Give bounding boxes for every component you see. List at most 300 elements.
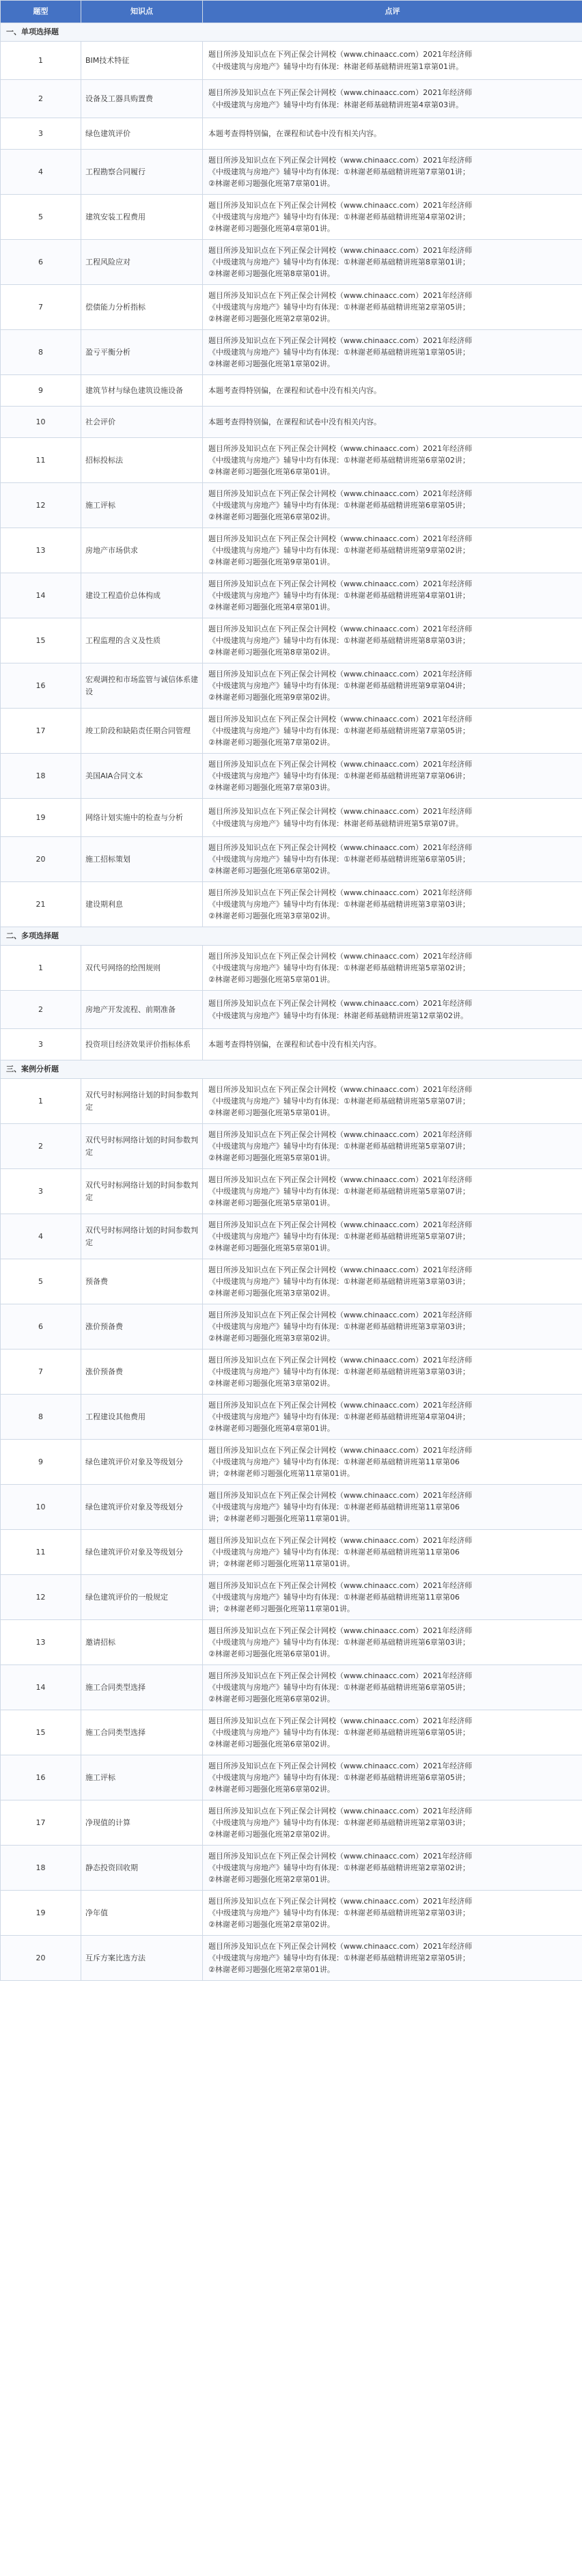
comment-line: 本题考查得特别偏，在课程和试卷中没有相关内容。 bbox=[208, 417, 381, 426]
comment-cell bbox=[203, 882, 582, 927]
comment-line: 题目所涉及知识点在下列正保会计网校（www.chinaacc.com）2021年经济师 bbox=[208, 443, 473, 453]
row-number: 7 bbox=[1, 285, 81, 330]
knowledge-point: 涨价预备费 bbox=[81, 1304, 203, 1349]
comment-cell bbox=[203, 946, 582, 991]
table-row bbox=[1, 1891, 582, 1936]
comment-line: ②林谢老师习题强化班第2章第02讲。 bbox=[208, 1830, 335, 1839]
comment-line: 讲；②林谢老师习题强化班第11章第01讲。 bbox=[208, 1469, 355, 1479]
comment-line: 《中级建筑与房地产》辅导中均有体现：①林谢老师基础精讲班第3章第03讲； bbox=[208, 899, 470, 909]
table-row bbox=[1, 1665, 582, 1710]
comment-line: 《中级建筑与房地产》辅导中均有体现：①林谢老师基础精讲班第8章第03讲； bbox=[208, 635, 470, 645]
comment-line: 《中级建筑与房地产》辅导中均有体现：①林谢老师基础精讲班第11章第06 bbox=[208, 1547, 460, 1557]
comment-line: 《中级建筑与房地产》辅导中均有体现：①林谢老师基础精讲班第5章第07讲； bbox=[208, 1141, 470, 1151]
comment-cell bbox=[203, 1800, 582, 1846]
section-row bbox=[1, 927, 582, 946]
comment-line: 本题考查得特别偏，在课程和试卷中没有相关内容。 bbox=[208, 1039, 381, 1049]
comment-line: ②林谢老师习题强化班第3章第02讲。 bbox=[208, 1334, 335, 1343]
knowledge-point: 建设工程造价总体构成 bbox=[81, 573, 203, 618]
table-row bbox=[1, 42, 582, 80]
row-number: 17 bbox=[1, 709, 81, 754]
comment-cell bbox=[203, 42, 582, 80]
comment-line: ②林谢老师习题强化班第5章第01讲。 bbox=[208, 975, 335, 985]
comment-line: 题目所涉及知识点在下列正保会计网校（www.chinaacc.com）2021年经济师 bbox=[208, 1761, 473, 1770]
comment-line: ②林谢老师习题强化班第2章第01讲。 bbox=[208, 1875, 335, 1885]
comment-cell bbox=[203, 618, 582, 663]
table-row bbox=[1, 1936, 582, 1981]
comment-line: ②林谢老师习题强化班第2章第01讲。 bbox=[208, 1965, 335, 1975]
comment-line: 《中级建筑与房地产》辅导中均有体现：①林谢老师基础精讲班第3章第03讲； bbox=[208, 1367, 470, 1376]
comment-cell bbox=[203, 240, 582, 285]
table-row bbox=[1, 709, 582, 754]
comment-line: 题目所涉及知识点在下列正保会计网校（www.chinaacc.com）2021年经济师 bbox=[208, 245, 473, 255]
comment-cell bbox=[203, 80, 582, 118]
table-row bbox=[1, 528, 582, 573]
comment-line: 《中级建筑与房地产》辅导中均有体现：①林谢老师基础精讲班第9章第02讲； bbox=[208, 545, 470, 555]
comment-cell bbox=[203, 1710, 582, 1755]
row-number: 12 bbox=[1, 1575, 81, 1620]
comment-line: 题目所涉及知识点在下列正保会计网校（www.chinaacc.com）2021年经济师 bbox=[208, 1580, 473, 1590]
comment-cell bbox=[203, 991, 582, 1029]
row-number: 15 bbox=[1, 1710, 81, 1755]
comment-line: 《中级建筑与房地产》辅导中均有体现：①林谢老师基础精讲班第5章第02讲； bbox=[208, 963, 470, 972]
comment-line: 《中级建筑与房地产》辅导中均有体现：①林谢老师基础精讲班第11章第06 bbox=[208, 1502, 460, 1511]
knowledge-point: 净现值的计算 bbox=[81, 1800, 203, 1846]
comment-line: ②林谢老师习题强化班第9章第02讲。 bbox=[208, 693, 335, 702]
row-number: 4 bbox=[1, 1214, 81, 1259]
row-number: 2 bbox=[1, 1124, 81, 1169]
comment-line: 《中级建筑与房地产》辅导中均有体现：①林谢老师基础精讲班第4章第01讲； bbox=[208, 590, 470, 600]
comment-cell bbox=[203, 837, 582, 882]
table-row bbox=[1, 195, 582, 240]
comment-cell bbox=[203, 1349, 582, 1395]
comment-line: ②林谢老师习题强化班第6章第01讲。 bbox=[208, 1649, 335, 1659]
table-row bbox=[1, 1485, 582, 1530]
row-number: 13 bbox=[1, 1620, 81, 1665]
comment-line: ②林谢老师习题强化班第6章第02讲。 bbox=[208, 1740, 335, 1749]
header-knowledge-point: 知识点 bbox=[81, 1, 203, 23]
comment-line: ②林谢老师习题强化班第1章第02讲。 bbox=[208, 359, 335, 369]
knowledge-point: 双代号时标网络计划的时间参数判定 bbox=[81, 1169, 203, 1214]
comment-line: 题目所涉及知识点在下列正保会计网校（www.chinaacc.com）2021年经济师 bbox=[208, 50, 473, 59]
comment-line: 题目所涉及知识点在下列正保会计网校（www.chinaacc.com）2021年经济师 bbox=[208, 1851, 473, 1861]
knowledge-point: 招标投标法 bbox=[81, 438, 203, 483]
knowledge-point: 施工合同类型选择 bbox=[81, 1665, 203, 1710]
comment-line: 《中级建筑与房地产》辅导中均有体现：①林谢老师基础精讲班第7章第01讲； bbox=[208, 167, 470, 176]
comment-cell bbox=[203, 1395, 582, 1440]
row-number: 6 bbox=[1, 240, 81, 285]
comment-cell bbox=[203, 1665, 582, 1710]
table-row bbox=[1, 1124, 582, 1169]
table-row bbox=[1, 1846, 582, 1891]
header-comment: 点评 bbox=[203, 1, 582, 23]
comment-line: 《中级建筑与房地产》辅导中均有体现：①林谢老师基础精讲班第2章第05讲； bbox=[208, 1953, 470, 1962]
comment-line: ②林谢老师习题强化班第3章第02讲。 bbox=[208, 1289, 335, 1298]
comment-line: 题目所涉及知识点在下列正保会计网校（www.chinaacc.com）2021年经济师 bbox=[208, 842, 473, 852]
header-type: 题型 bbox=[1, 1, 81, 23]
comment-line: 题目所涉及知识点在下列正保会计网校（www.chinaacc.com）2021年经济师 bbox=[208, 200, 473, 210]
comment-line: 题目所涉及知识点在下列正保会计网校（www.chinaacc.com）2021年经济师 bbox=[208, 1175, 473, 1184]
table-row bbox=[1, 150, 582, 195]
table-row bbox=[1, 754, 582, 799]
comment-line: 《中级建筑与房地产》辅导中均有体现：林谢老师基础精讲班第12章第02讲。 bbox=[208, 1011, 468, 1020]
comment-cell bbox=[203, 663, 582, 709]
comment-cell bbox=[203, 118, 582, 150]
knowledge-point: 宏观调控和市场监管与诚信体系建设 bbox=[81, 663, 203, 709]
comment-line: 《中级建筑与房地产》辅导中均有体现：①林谢老师基础精讲班第4章第02讲； bbox=[208, 212, 470, 221]
comment-line: 《中级建筑与房地产》辅导中均有体现：林谢老师基础精讲班第1章第01讲。 bbox=[208, 61, 463, 71]
comment-line: 《中级建筑与房地产》辅导中均有体现：①林谢老师基础精讲班第6章第05讲； bbox=[208, 500, 470, 510]
table-row bbox=[1, 1440, 582, 1485]
comment-line: ②林谢老师习题强化班第6章第02讲。 bbox=[208, 1695, 335, 1704]
table-row bbox=[1, 837, 582, 882]
table-row bbox=[1, 663, 582, 709]
comment-line: 题目所涉及知识点在下列正保会计网校（www.chinaacc.com）2021年经济师 bbox=[208, 1129, 473, 1139]
table-row bbox=[1, 1575, 582, 1620]
comment-line: ②林谢老师习题强化班第4章第01讲。 bbox=[208, 603, 335, 612]
comment-line: 《中级建筑与房地产》辅导中均有体现：①林谢老师基础精讲班第3章第03讲； bbox=[208, 1276, 470, 1286]
comment-line: 题目所涉及知识点在下列正保会计网校（www.chinaacc.com）2021年经济师 bbox=[208, 951, 473, 961]
comment-cell bbox=[203, 1891, 582, 1936]
comment-line: 题目所涉及知识点在下列正保会计网校（www.chinaacc.com）2021年经济师 bbox=[208, 88, 473, 98]
comment-line: 《中级建筑与房地产》辅导中均有体现：①林谢老师基础精讲班第6章第05讲； bbox=[208, 1772, 470, 1782]
row-number: 8 bbox=[1, 1395, 81, 1440]
section-row bbox=[1, 23, 582, 42]
comment-line: ②林谢老师习题强化班第6章第02讲。 bbox=[208, 1785, 335, 1794]
comment-line: 讲；②林谢老师习题强化班第11章第01讲。 bbox=[208, 1559, 355, 1569]
row-number: 4 bbox=[1, 150, 81, 195]
comment-line: 题目所涉及知识点在下列正保会计网校（www.chinaacc.com）2021年经济师 bbox=[208, 155, 473, 165]
row-number: 15 bbox=[1, 618, 81, 663]
table-row bbox=[1, 1395, 582, 1440]
comment-cell bbox=[203, 573, 582, 618]
comment-line: 题目所涉及知识点在下列正保会计网校（www.chinaacc.com）2021年经济师 bbox=[208, 290, 473, 300]
row-number: 2 bbox=[1, 991, 81, 1029]
section-row bbox=[1, 1060, 582, 1079]
knowledge-point: 建筑节材与绿色建筑设施设备 bbox=[81, 375, 203, 407]
row-number: 8 bbox=[1, 330, 81, 375]
comment-cell bbox=[203, 709, 582, 754]
knowledge-point: 涨价预备费 bbox=[81, 1349, 203, 1395]
row-number: 17 bbox=[1, 1800, 81, 1846]
row-number: 14 bbox=[1, 1665, 81, 1710]
comment-line: 《中级建筑与房地产》辅导中均有体现：①林谢老师基础精讲班第2章第05讲； bbox=[208, 302, 470, 312]
row-number: 10 bbox=[1, 1485, 81, 1530]
comment-cell bbox=[203, 330, 582, 375]
row-number: 3 bbox=[1, 118, 81, 150]
table-header-row bbox=[1, 1, 582, 23]
row-number: 21 bbox=[1, 882, 81, 927]
comment-line: 《中级建筑与房地产》辅导中均有体现：①林谢老师基础精讲班第3章第03讲； bbox=[208, 1321, 470, 1331]
row-number: 11 bbox=[1, 438, 81, 483]
row-number: 5 bbox=[1, 1259, 81, 1304]
comment-line: 题目所涉及知识点在下列正保会计网校（www.chinaacc.com）2021年经济师 bbox=[208, 1941, 473, 1951]
comment-line: ②林谢老师习题强化班第4章第01讲。 bbox=[208, 224, 335, 234]
knowledge-point: 美国AIA合同文本 bbox=[81, 754, 203, 799]
comment-line: ②林谢老师习题强化班第4章第01讲。 bbox=[208, 1424, 335, 1434]
comment-line: 《中级建筑与房地产》辅导中均有体现：①林谢老师基础精讲班第11章第06 bbox=[208, 1457, 460, 1466]
knowledge-point: 房地产市场供求 bbox=[81, 528, 203, 573]
comment-line: 《中级建筑与房地产》辅导中均有体现：①林谢老师基础精讲班第5章第07讲； bbox=[208, 1186, 470, 1196]
comment-line: 《中级建筑与房地产》辅导中均有体现：①林谢老师基础精讲班第6章第05讲； bbox=[208, 1727, 470, 1737]
knowledge-point: 绿色建筑评价 bbox=[81, 118, 203, 150]
comment-cell bbox=[203, 1530, 582, 1575]
table-row bbox=[1, 375, 582, 407]
comment-line: 《中级建筑与房地产》辅导中均有体现：林谢老师基础精讲班第5章第07讲。 bbox=[208, 819, 463, 828]
comment-line: 题目所涉及知识点在下列正保会计网校（www.chinaacc.com）2021年经济师 bbox=[208, 335, 473, 345]
comment-line: 题目所涉及知识点在下列正保会计网校（www.chinaacc.com）2021年经济师 bbox=[208, 1084, 473, 1094]
comment-line: 题目所涉及知识点在下列正保会计网校（www.chinaacc.com）2021年经济师 bbox=[208, 1671, 473, 1680]
knowledge-point: 建设期利息 bbox=[81, 882, 203, 927]
comment-line: ②林谢老师习题强化班第5章第01讲。 bbox=[208, 1244, 335, 1253]
table-row bbox=[1, 1710, 582, 1755]
comment-line: ②林谢老师习题强化班第5章第01讲。 bbox=[208, 1198, 335, 1208]
knowledge-point: 绿色建筑评价对象及等级划分 bbox=[81, 1530, 203, 1575]
knowledge-point: 双代号时标网络计划的时间参数判定 bbox=[81, 1124, 203, 1169]
row-number: 1 bbox=[1, 42, 81, 80]
row-number: 2 bbox=[1, 80, 81, 118]
comment-line: 本题考查得特别偏，在课程和试卷中没有相关内容。 bbox=[208, 128, 381, 138]
comment-cell bbox=[203, 1575, 582, 1620]
table-row bbox=[1, 240, 582, 285]
comment-cell bbox=[203, 1304, 582, 1349]
comment-cell bbox=[203, 1169, 582, 1214]
knowledge-point: 设备及工器具购置费 bbox=[81, 80, 203, 118]
knowledge-point: 工程勘察合同履行 bbox=[81, 150, 203, 195]
comment-line: 题目所涉及知识点在下列正保会计网校（www.chinaacc.com）2021年经济师 bbox=[208, 669, 473, 679]
comment-line: ②林谢老师习题强化班第5章第01讲。 bbox=[208, 1153, 335, 1163]
table-row bbox=[1, 407, 582, 438]
comment-line: ②林谢老师习题强化班第9章第01讲。 bbox=[208, 558, 335, 567]
knowledge-point: 施工招标策划 bbox=[81, 837, 203, 882]
table-row bbox=[1, 882, 582, 927]
knowledge-point: BIM技术特征 bbox=[81, 42, 203, 80]
comment-line: 《中级建筑与房地产》辅导中均有体现：①林谢老师基础精讲班第7章第05讲； bbox=[208, 726, 470, 735]
comment-line: ②林谢老师习题强化班第3章第02讲。 bbox=[208, 1379, 335, 1388]
comment-line: 题目所涉及知识点在下列正保会计网校（www.chinaacc.com）2021年经济师 bbox=[208, 489, 473, 498]
knowledge-point: 邀请招标 bbox=[81, 1620, 203, 1665]
comment-line: 题目所涉及知识点在下列正保会计网校（www.chinaacc.com）2021年经济师 bbox=[208, 1355, 473, 1365]
table-row bbox=[1, 1755, 582, 1800]
comment-cell bbox=[203, 1214, 582, 1259]
knowledge-point: 施工合同类型选择 bbox=[81, 1710, 203, 1755]
knowledge-point: 建筑安装工程费用 bbox=[81, 195, 203, 240]
comment-line: 《中级建筑与房地产》辅导中均有体现：①林谢老师基础精讲班第6章第02讲； bbox=[208, 455, 470, 465]
row-number: 18 bbox=[1, 754, 81, 799]
knowledge-point: 社会评价 bbox=[81, 407, 203, 438]
comment-line: 《中级建筑与房地产》辅导中均有体现：①林谢老师基础精讲班第6章第05讲； bbox=[208, 854, 470, 864]
comment-line: 《中级建筑与房地产》辅导中均有体现：①林谢老师基础精讲班第2章第02讲； bbox=[208, 1863, 470, 1872]
table-row bbox=[1, 330, 582, 375]
row-number: 1 bbox=[1, 1079, 81, 1124]
row-number: 6 bbox=[1, 1304, 81, 1349]
comment-cell bbox=[203, 483, 582, 528]
comment-cell bbox=[203, 1440, 582, 1485]
comment-cell bbox=[203, 438, 582, 483]
comment-cell bbox=[203, 799, 582, 837]
row-number: 20 bbox=[1, 837, 81, 882]
comment-line: ②林谢老师习题强化班第6章第01讲。 bbox=[208, 467, 335, 477]
comment-line: 题目所涉及知识点在下列正保会计网校（www.chinaacc.com）2021年经济师 bbox=[208, 1220, 473, 1229]
comment-cell bbox=[203, 150, 582, 195]
comment-line: ②林谢老师习题强化班第8章第01讲。 bbox=[208, 269, 335, 279]
table-row bbox=[1, 1259, 582, 1304]
table-row bbox=[1, 80, 582, 118]
table-row bbox=[1, 618, 582, 663]
comment-line: ②林谢老师习题强化班第2章第02讲。 bbox=[208, 314, 335, 324]
section-title: 三、案例分析题 bbox=[1, 1060, 582, 1079]
comment-line: 题目所涉及知识点在下列正保会计网校（www.chinaacc.com）2021年经济师 bbox=[208, 579, 473, 588]
table-row bbox=[1, 1530, 582, 1575]
row-number: 13 bbox=[1, 528, 81, 573]
comment-line: 《中级建筑与房地产》辅导中均有体现：①林谢老师基础精讲班第6章第05讲； bbox=[208, 1682, 470, 1692]
row-number: 19 bbox=[1, 1891, 81, 1936]
comment-line: ②林谢老师习题强化班第7章第03讲。 bbox=[208, 783, 335, 793]
comment-line: 题目所涉及知识点在下列正保会计网校（www.chinaacc.com）2021年经济师 bbox=[208, 714, 473, 724]
row-number: 9 bbox=[1, 375, 81, 407]
row-number: 7 bbox=[1, 1349, 81, 1395]
comment-line: 题目所涉及知识点在下列正保会计网校（www.chinaacc.com）2021年经济师 bbox=[208, 759, 473, 769]
comment-cell bbox=[203, 1079, 582, 1124]
comment-line: 讲；②林谢老师习题强化班第11章第01讲。 bbox=[208, 1514, 355, 1524]
knowledge-point: 施工评标 bbox=[81, 483, 203, 528]
comment-line: 题目所涉及知识点在下列正保会计网校（www.chinaacc.com）2021年经济师 bbox=[208, 1265, 473, 1274]
comment-line: 《中级建筑与房地产》辅导中均有体现：①林谢老师基础精讲班第7章第06讲； bbox=[208, 771, 470, 780]
table-row bbox=[1, 483, 582, 528]
knowledge-point: 工程风险应对 bbox=[81, 240, 203, 285]
comment-line: 《中级建筑与房地产》辅导中均有体现：①林谢老师基础精讲班第4章第04讲； bbox=[208, 1412, 470, 1421]
row-number: 19 bbox=[1, 799, 81, 837]
knowledge-point: 预备费 bbox=[81, 1259, 203, 1304]
comment-line: ②林谢老师习题强化班第3章第02讲。 bbox=[208, 912, 335, 921]
table-body bbox=[1, 23, 582, 1981]
comment-line: 《中级建筑与房地产》辅导中均有体现：①林谢老师基础精讲班第11章第06 bbox=[208, 1592, 460, 1602]
comment-line: 题目所涉及知识点在下列正保会计网校（www.chinaacc.com）2021年经济师 bbox=[208, 624, 473, 633]
comment-line: 题目所涉及知识点在下列正保会计网校（www.chinaacc.com）2021年经济师 bbox=[208, 1535, 473, 1545]
comment-line: 《中级建筑与房地产》辅导中均有体现：①林谢老师基础精讲班第5章第07讲； bbox=[208, 1231, 470, 1241]
table-row bbox=[1, 438, 582, 483]
comment-cell bbox=[203, 1124, 582, 1169]
table-row bbox=[1, 1214, 582, 1259]
table-row bbox=[1, 799, 582, 837]
table-row bbox=[1, 285, 582, 330]
comment-line: ②林谢老师习题强化班第6章第02讲。 bbox=[208, 512, 335, 522]
row-number: 9 bbox=[1, 1440, 81, 1485]
comment-line: ②林谢老师习题强化班第6章第02讲。 bbox=[208, 866, 335, 876]
knowledge-point: 施工评标 bbox=[81, 1755, 203, 1800]
comment-line: 题目所涉及知识点在下列正保会计网校（www.chinaacc.com）2021年经济师 bbox=[208, 807, 473, 817]
comment-line: 《中级建筑与房地产》辅导中均有体现：①林谢老师基础精讲班第2章第03讲； bbox=[208, 1818, 470, 1827]
comment-line: 《中级建筑与房地产》辅导中均有体现：①林谢老师基础精讲班第5章第07讲； bbox=[208, 1096, 470, 1106]
comment-line: ②林谢老师习题强化班第2章第02讲。 bbox=[208, 1920, 335, 1930]
comment-line: 《中级建筑与房地产》辅导中均有体现：林谢老师基础精讲班第4章第03讲。 bbox=[208, 100, 463, 109]
row-number: 20 bbox=[1, 1936, 81, 1981]
row-number: 3 bbox=[1, 1169, 81, 1214]
comment-line: 题目所涉及知识点在下列正保会计网校（www.chinaacc.com）2021年经济师 bbox=[208, 1400, 473, 1410]
row-number: 12 bbox=[1, 483, 81, 528]
knowledge-point: 盈亏平衡分析 bbox=[81, 330, 203, 375]
table-row bbox=[1, 1304, 582, 1349]
comment-cell bbox=[203, 1029, 582, 1060]
comment-cell bbox=[203, 754, 582, 799]
comment-line: 题目所涉及知识点在下列正保会计网校（www.chinaacc.com）2021年经济师 bbox=[208, 1806, 473, 1815]
comment-line: 讲；②林谢老师习题强化班第11章第01讲。 bbox=[208, 1604, 355, 1614]
comment-line: 本题考查得特别偏，在课程和试卷中没有相关内容。 bbox=[208, 385, 381, 395]
comment-line: ②林谢老师习题强化班第7章第01讲。 bbox=[208, 179, 335, 189]
comment-line: 题目所涉及知识点在下列正保会计网校（www.chinaacc.com）2021年经济师 bbox=[208, 888, 473, 897]
row-number: 11 bbox=[1, 1530, 81, 1575]
comment-cell bbox=[203, 195, 582, 240]
comment-cell bbox=[203, 1620, 582, 1665]
comment-line: 《中级建筑与房地产》辅导中均有体现：①林谢老师基础精讲班第9章第04讲； bbox=[208, 681, 470, 690]
comment-line: 《中级建筑与房地产》辅导中均有体现：①林谢老师基础精讲班第2章第03讲； bbox=[208, 1908, 470, 1917]
row-number: 3 bbox=[1, 1029, 81, 1060]
table-row bbox=[1, 1620, 582, 1665]
row-number: 16 bbox=[1, 1755, 81, 1800]
comment-line: 题目所涉及知识点在下列正保会计网校（www.chinaacc.com）2021年经济师 bbox=[208, 1626, 473, 1635]
table-row bbox=[1, 1800, 582, 1846]
table-row bbox=[1, 1029, 582, 1060]
row-number: 1 bbox=[1, 946, 81, 991]
comment-cell bbox=[203, 1846, 582, 1891]
comment-cell bbox=[203, 1936, 582, 1981]
knowledge-point: 双代号时标网络计划的时间参数判定 bbox=[81, 1214, 203, 1259]
comment-line: 题目所涉及知识点在下列正保会计网校（www.chinaacc.com）2021年经济师 bbox=[208, 1490, 473, 1500]
comment-line: ②林谢老师习题强化班第5章第01讲。 bbox=[208, 1108, 335, 1118]
knowledge-point: 双代号网络的绘图规则 bbox=[81, 946, 203, 991]
row-number: 14 bbox=[1, 573, 81, 618]
knowledge-point: 静态投资回收期 bbox=[81, 1846, 203, 1891]
row-number: 10 bbox=[1, 407, 81, 438]
knowledge-point: 工程监理的含义及性质 bbox=[81, 618, 203, 663]
knowledge-point: 竣工阶段和缺陷责任期合同管理 bbox=[81, 709, 203, 754]
knowledge-point: 互斥方案比选方法 bbox=[81, 1936, 203, 1981]
comment-line: 《中级建筑与房地产》辅导中均有体现：①林谢老师基础精讲班第8章第01讲； bbox=[208, 257, 470, 266]
table-row bbox=[1, 573, 582, 618]
comment-cell bbox=[203, 1755, 582, 1800]
comment-line: 题目所涉及知识点在下列正保会计网校（www.chinaacc.com）2021年经济师 bbox=[208, 1310, 473, 1319]
comment-cell bbox=[203, 375, 582, 407]
comment-line: 《中级建筑与房地产》辅导中均有体现：①林谢老师基础精讲班第1章第05讲； bbox=[208, 347, 470, 357]
comment-cell bbox=[203, 407, 582, 438]
knowledge-point: 投资项目经济效果评价指标体系 bbox=[81, 1029, 203, 1060]
knowledge-point: 房地产开发流程、前期准备 bbox=[81, 991, 203, 1029]
comment-line: 题目所涉及知识点在下列正保会计网校（www.chinaacc.com）2021年经济师 bbox=[208, 1896, 473, 1906]
knowledge-point: 净年值 bbox=[81, 1891, 203, 1936]
section-title: 二、多项选择题 bbox=[1, 927, 582, 946]
table-row bbox=[1, 991, 582, 1029]
knowledge-point: 偿债能力分析指标 bbox=[81, 285, 203, 330]
comment-line: ②林谢老师习题强化班第8章第02讲。 bbox=[208, 648, 335, 657]
comment-cell bbox=[203, 1485, 582, 1530]
comment-line: 题目所涉及知识点在下列正保会计网校（www.chinaacc.com）2021年经济师 bbox=[208, 534, 473, 543]
row-number: 16 bbox=[1, 663, 81, 709]
table-row bbox=[1, 1349, 582, 1395]
comment-line: 题目所涉及知识点在下列正保会计网校（www.chinaacc.com）2021年经济师 bbox=[208, 1716, 473, 1725]
table-row bbox=[1, 946, 582, 991]
comment-line: 题目所涉及知识点在下列正保会计网校（www.chinaacc.com）2021年经济师 bbox=[208, 999, 473, 1009]
comment-cell bbox=[203, 528, 582, 573]
knowledge-point: 网络计划实施中的检查与分析 bbox=[81, 799, 203, 837]
knowledge-point: 双代号时标网络计划的时间参数判定 bbox=[81, 1079, 203, 1124]
table-row bbox=[1, 1079, 582, 1124]
knowledge-point: 绿色建筑评价对象及等级划分 bbox=[81, 1440, 203, 1485]
comment-line: 《中级建筑与房地产》辅导中均有体现：①林谢老师基础精讲班第6章第03讲； bbox=[208, 1637, 470, 1647]
comment-cell bbox=[203, 285, 582, 330]
comment-cell bbox=[203, 1259, 582, 1304]
section-title: 一、单项选择题 bbox=[1, 23, 582, 42]
table-row bbox=[1, 1169, 582, 1214]
row-number: 5 bbox=[1, 195, 81, 240]
